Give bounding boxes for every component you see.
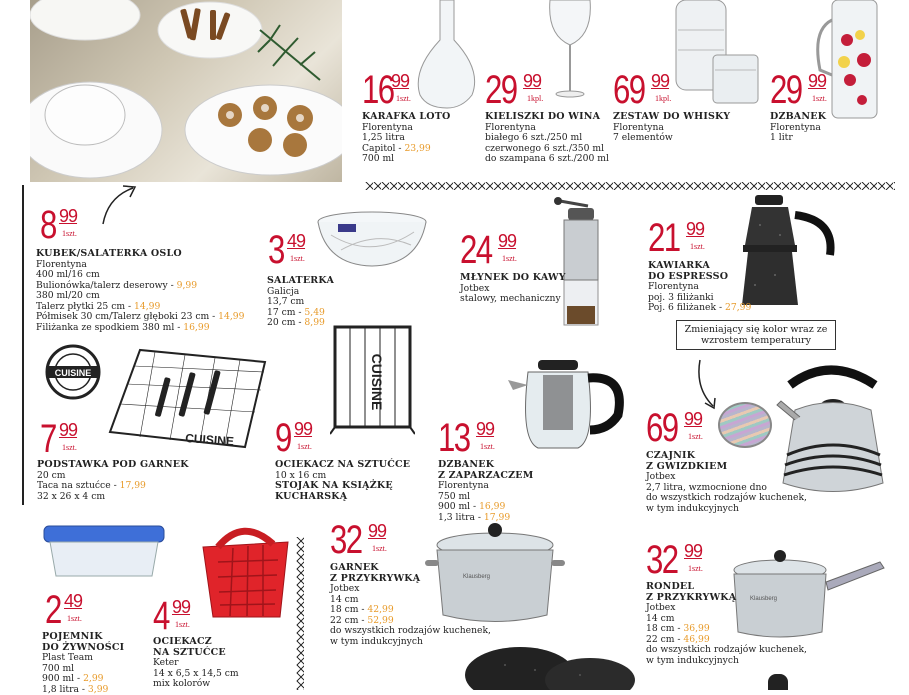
saucepan-brand-label: Klausberg: [750, 596, 778, 602]
kubek-info: KUBEK/SALATERKA OSLO Florentyna 400 ml/16 cm Bulionówka/talerz deserowy - 9,99 380 ml/20 cm Talerz płytki 25 cm - 14,99 Półmisek 30 cm/Talerz głęboki 23 cm - 14,99 Filiżanka ze spodkiem 380 ml - 16,99: [36, 248, 245, 333]
pot-brand-label: Klausberg: [463, 574, 491, 580]
garnek-price: 32 99 1szt.: [330, 518, 387, 562]
grinder-image: [550, 196, 610, 335]
ociekacz2-info: OCIEKACZ NA SZTUĆCE Keter 14 x 6,5 x 14,5 cm mix kolorów: [153, 636, 239, 689]
moka-pot-image: [740, 195, 840, 314]
kieliszki-info: KIELISZKI DO WINA Florentyna białego 6 szt./250 ml czerwonego 6 szt./350 ml do szampana 6 szt./200 ml: [485, 111, 609, 164]
kubek-price: 8 99 1szt.: [40, 203, 78, 247]
baking-tin-image: [465, 640, 635, 694]
karafka-image: [412, 0, 482, 114]
tray-word: CUISINE: [184, 431, 235, 449]
garnek-info: GARNEK Z PRZYKRYWKĄ Jotbex 14 cm 18 cm - 42,99 22 cm - 52,99 do wszystkich rodzajów kuchenek, w tym indukcyjnych: [330, 562, 491, 647]
whisky-set-image: [668, 0, 763, 109]
salaterka-price: 3 49 1szt.: [268, 228, 306, 272]
food-container-image: [42, 518, 167, 584]
color-change-note: Zmieniający się kolor wraz ze wzrostem temperatury: [676, 320, 836, 350]
tableware-photo: [30, 0, 342, 182]
dzbanek2-info: DZBANEK Z ZAPARZACZEM Florentyna 750 ml 900 ml - 16,99 1,3 litra - 17,99: [438, 459, 534, 523]
mlynek-price: 24 99 1szt.: [460, 228, 517, 272]
pojemnik-info: POJEMNIK DO ŻYWNOŚCI Plast Team 700 ml 900 ml - 2,99 1,8 litra - 3,99: [42, 631, 125, 695]
rondel-price: 32 99 1szt.: [646, 538, 703, 582]
dzbanek2-price: 13 99 1szt.: [438, 416, 495, 460]
karafka-info: KARAFKA LOTO Florentyna 1,25 litra Capitol - 23,99 700 ml: [362, 111, 451, 164]
ociekacz-price: 9 99 1szt.: [275, 416, 313, 460]
red-drainer-image: [198, 522, 293, 624]
czajnik-price: 69 99 1szt.: [646, 406, 703, 450]
whisky-price: 69 99 1kpl.: [613, 68, 672, 112]
czajnik-info: CZAJNIK Z GWIZDKIEM Jotbex 2,7 litra, wzmocnione dno do wszystkich rodzajów kuchenek, w tym indukcyjnych: [646, 450, 807, 514]
arrow-icon: [98, 182, 140, 227]
podstawka-price: 7 99 1szt.: [40, 417, 78, 461]
partial-handle-image: [768, 674, 788, 690]
pojemnik-price: 2 49 1szt.: [45, 588, 83, 632]
kieliszki-price: 29 99 1kpl.: [485, 68, 544, 112]
teapot-image: [508, 360, 628, 459]
cutlery-stand-image: [330, 322, 415, 441]
zigzag-divider: [365, 182, 895, 190]
dzbanek-info: DZBANEK Florentyna 1 litr: [770, 111, 827, 143]
note-arrow-icon: [695, 358, 720, 413]
stand-word: CUISINE: [369, 353, 385, 411]
karafka-price: 16 99 1szt.: [362, 68, 411, 112]
ociekacz2-price: 4 99 1szt.: [153, 594, 191, 638]
ociekacz-info: OCIEKACZ NA SZTUĆCE 10 x 16 cm STOJAK NA KSIĄŻKĘ KUCHARSKĄ: [275, 459, 411, 502]
kawiarka-info: KAWIARKA DO ESPRESSO Florentyna poj. 3 filiżanki Poj. 6 filiżanek - 27,99: [648, 260, 752, 313]
salaterka-info: SALATERKA Galicja 13,7 cm 17 cm - 5,49 20 cm - 8,99: [267, 275, 335, 328]
podstawka-info: PODSTAWKA POD GARNEK 20 cm Taca na sztućce - 17,99 32 x 26 x 4 cm: [37, 459, 189, 502]
trivet-word: CUISINE: [54, 368, 92, 378]
dzbanek-price: 29 99 1szt.: [770, 68, 827, 112]
mlynek-info: MŁYNEK DO KAWY Jotbex stalowy, mechaniczny: [460, 272, 566, 304]
left-rule: [22, 185, 24, 505]
wine-glass-image: [545, 0, 595, 104]
zigzag-vertical-divider: [296, 537, 304, 690]
rondel-info: RONDEL Z PRZYKRYWKĄ Jotbex 14 cm 18 cm - 36,99 22 cm - 46,99 do wszystkich rodzajów kuchenek, w tym indukcyjnych: [646, 581, 807, 666]
jug-image: [812, 0, 882, 124]
kawiarka-price: 21 99 1szt.: [648, 216, 705, 260]
color-swatch-icon: [718, 402, 772, 448]
bowl-image: [316, 210, 428, 272]
whisky-info: ZESTAW DO WHISKY Florentyna 7 elementów: [613, 111, 731, 143]
